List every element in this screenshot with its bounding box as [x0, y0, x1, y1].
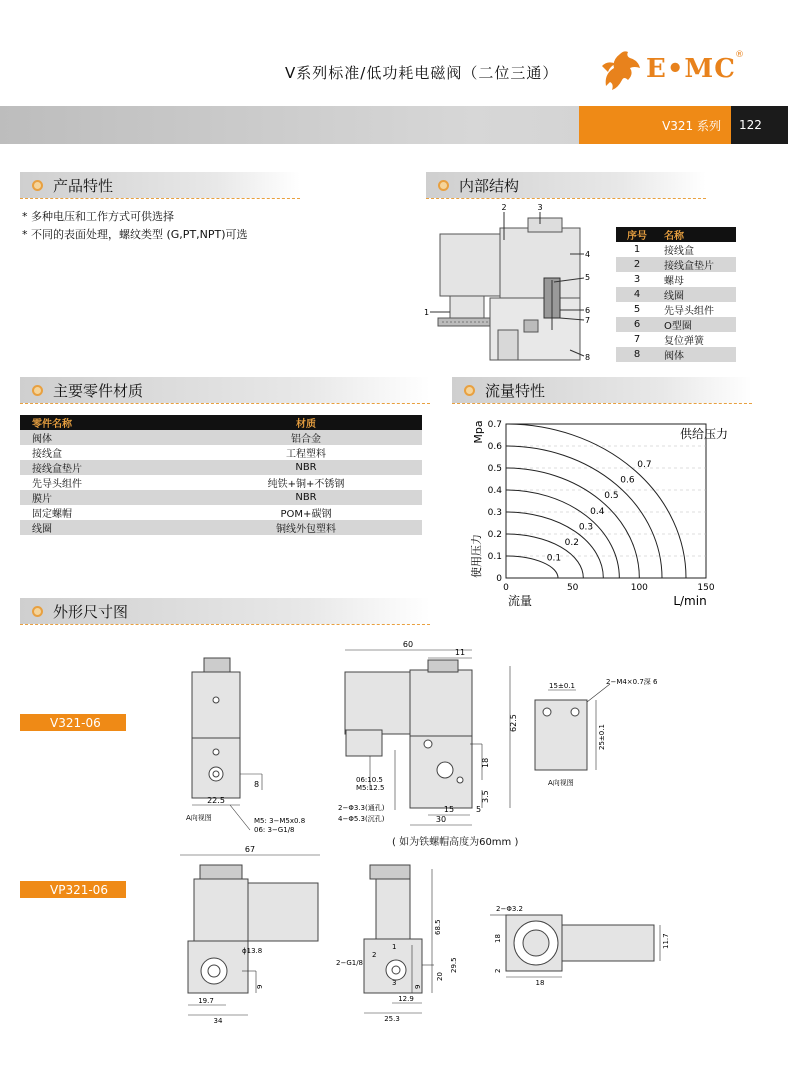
parts-header-name: 名称 [658, 227, 736, 242]
v321-dimension-drawing [170, 640, 730, 855]
chart-ylabel-side: 使用压力 [470, 534, 483, 578]
features-heading-text: 产品特性 [53, 176, 114, 195]
chart-ytick: 0.1 [487, 552, 502, 562]
chart-legend-title: 供给压力 [679, 427, 729, 441]
chart-ytick: 0.3 [487, 508, 502, 518]
part-name: 复位弹簧 [664, 336, 704, 347]
dim-label: 67 [244, 845, 256, 854]
divider [20, 624, 430, 625]
feature-item: * 多种电压和工作方式可供选择 [22, 210, 174, 223]
structure-heading [426, 172, 706, 198]
chart-ytick: 0.5 [487, 464, 502, 474]
material-part: 固定螺帽 [32, 509, 72, 520]
chart-ytick: 0.6 [487, 442, 502, 452]
part-name: 接线盒 [664, 246, 694, 257]
part-name: 螺母 [664, 276, 684, 287]
horse-logo-icon [598, 46, 648, 94]
callout-label: 2 [501, 203, 507, 212]
page-number: 122 [731, 106, 788, 144]
material-part: 先导头组件 [32, 479, 82, 490]
dim-label: 29.5 [450, 957, 458, 973]
part-name: 接线盒垫片 [658, 257, 736, 272]
part-no: 2 [616, 257, 658, 272]
material-value: 铝合金 [180, 430, 422, 445]
dim-label: 2−Φ3.3(通孔) [338, 804, 385, 812]
dim-label: 34 [213, 1017, 223, 1025]
divider [20, 198, 300, 199]
flow-heading-text: 流量特性 [485, 381, 546, 400]
dim-label: 9 [414, 984, 422, 989]
callout-label: 3 [537, 203, 543, 212]
chart-ytick: 0 [496, 574, 502, 584]
model-tag-v321: V321-06 [20, 714, 126, 731]
section-bullet-icon [464, 385, 475, 396]
part-name: 阀体 [658, 347, 736, 362]
materials-header-material: 材质 [180, 415, 422, 430]
vp321-dimension-drawing [170, 845, 690, 1025]
parts-header-no: 序号 [616, 227, 658, 242]
dim-label: 06:10.5 [356, 776, 383, 784]
dim-label: 25.3 [384, 1015, 400, 1023]
dim-label: 68.5 [434, 919, 442, 935]
chart-series-label: 0.5 [604, 491, 619, 502]
features-list [22, 208, 248, 244]
dim-label: 2−M4×0.7深 6 [606, 678, 658, 686]
part-name: 先导头组件 [664, 306, 714, 317]
material-value: NBR [180, 460, 422, 475]
chart-xunit: L/min [673, 594, 707, 608]
material-value: 铜线外包塑料 [180, 520, 422, 535]
dim-label: 20 [436, 972, 444, 981]
material-value: POM+碳钢 [280, 509, 332, 520]
dim-label: 3.5 [481, 790, 490, 803]
materials-table [20, 415, 422, 535]
part-no: 1 [633, 244, 641, 255]
dim-label: 62.5 [509, 714, 518, 732]
chart-series-label: 0.2 [564, 537, 580, 548]
chart-ytick: 0.4 [487, 486, 502, 496]
dim-label: A向视图 [186, 814, 212, 822]
chart-xlabel: 流量 [507, 594, 533, 608]
chart-series-label: 0.6 [620, 475, 635, 486]
callout-label: 7 [585, 316, 591, 325]
part-no: 8 [616, 347, 658, 362]
material-part: 膜片 [20, 490, 180, 505]
chart-series-label: 0.4 [590, 506, 605, 517]
series-label: V321 系列 [579, 106, 731, 144]
dim-label: 15±0.1 [549, 682, 575, 690]
dim-label: 06: 3−G1/8 [254, 826, 295, 834]
dim-label: M5: 3−M5x0.8 [254, 817, 306, 825]
chart-xtick: 50 [566, 583, 579, 593]
brand-logo [598, 46, 748, 94]
dim-label: M5:12.5 [356, 784, 385, 792]
materials-header-part: 零件名称 [20, 415, 180, 430]
dimensions-heading [20, 598, 430, 624]
dim-label: 12.9 [398, 995, 414, 1003]
dim-label: 8 [254, 780, 260, 789]
dim-label: 18 [494, 934, 502, 943]
callout-label: 6 [585, 306, 591, 315]
chart-ytick: 0.2 [487, 530, 502, 540]
dim-label: 30 [435, 815, 447, 824]
section-bullet-icon [32, 606, 43, 617]
material-value: 纯铁+铜+不锈钢 [267, 479, 345, 490]
divider [452, 403, 752, 404]
model-tag-vp321: VP321-06 [20, 881, 126, 898]
chart-xtick: 150 [697, 583, 715, 593]
callout-label: 1 [424, 308, 430, 317]
part-label: 1 [392, 943, 397, 951]
part-no: 5 [633, 304, 641, 315]
dimensions-heading-text: 外形尺寸图 [53, 602, 129, 621]
chart-xtick: 100 [630, 583, 648, 593]
part-label: 3 [392, 979, 397, 987]
chart-series-label: 0.1 [546, 553, 562, 564]
material-part: 阀体 [20, 430, 180, 445]
materials-heading-text: 主要零件材质 [53, 381, 144, 400]
chart-ytick: 0.7 [487, 420, 502, 430]
section-bullet-icon [32, 385, 43, 396]
part-no: 3 [633, 274, 641, 285]
chart-ylabel-top: Mpa [472, 420, 485, 444]
dimension-note: ( 如为铁螺帽高度为60mm ) [392, 837, 519, 848]
part-name: 线圈 [658, 287, 736, 302]
dim-label: 19.7 [198, 997, 214, 1005]
part-name: O型圈 [658, 317, 736, 332]
dim-label: 11.7 [662, 933, 670, 949]
dim-label: 5 [476, 805, 482, 814]
dim-label: 9 [256, 984, 264, 989]
chart-series-curve [506, 424, 686, 578]
material-part: 接线盒 [32, 449, 62, 460]
divider [20, 403, 430, 404]
callout-label: 8 [585, 353, 591, 362]
feature-item: * 不同的表面处理，螺纹类型 (G,PT,NPT)可选 [22, 228, 248, 241]
internal-structure-drawing [420, 200, 600, 365]
dim-label: A向视图 [548, 779, 574, 787]
parts-table [616, 227, 736, 362]
dim-label: 2−G1/8 [336, 959, 364, 967]
chart-series-label: 0.3 [578, 522, 594, 533]
page-title: V系列标准/低功耗电磁阀（二位三通） [285, 64, 559, 82]
dim-label: 11 [454, 648, 466, 657]
dim-label: 25±0.1 [598, 724, 606, 750]
structure-heading-text: 内部结构 [459, 176, 520, 195]
materials-heading [20, 377, 430, 403]
section-bullet-icon [32, 180, 43, 191]
dim-label: 18 [481, 757, 490, 768]
dim-label: 2−Φ3.2 [496, 905, 523, 913]
features-heading [20, 172, 300, 198]
logo-text: E•MC [646, 54, 736, 84]
material-part: 接线盒垫片 [20, 460, 180, 475]
flow-chart [460, 408, 760, 613]
callout-label: 5 [585, 273, 591, 282]
dim-label: 15 [443, 805, 455, 814]
material-part: 线圈 [20, 520, 180, 535]
part-no: 7 [633, 334, 641, 345]
chart-xtick: 0 [503, 583, 509, 593]
divider [426, 198, 706, 199]
chart-series-label: 0.7 [637, 460, 652, 471]
part-no: 6 [616, 317, 658, 332]
dim-label: 2 [494, 968, 502, 973]
dim-label: 18 [535, 979, 545, 987]
part-no: 4 [616, 287, 658, 302]
dim-label: ϕ13.8 [242, 947, 263, 955]
registered-mark: ® [735, 50, 744, 60]
section-bullet-icon [438, 180, 449, 191]
callout-label: 4 [585, 250, 591, 259]
dim-label: 22.5 [207, 796, 225, 805]
material-value: NBR [180, 490, 422, 505]
dim-label: 4−Φ5.3(沉孔) [338, 815, 385, 823]
dim-label: 60 [402, 640, 414, 649]
material-value: 工程塑料 [286, 449, 326, 460]
part-label: 2 [372, 951, 377, 959]
flow-heading [452, 377, 752, 403]
